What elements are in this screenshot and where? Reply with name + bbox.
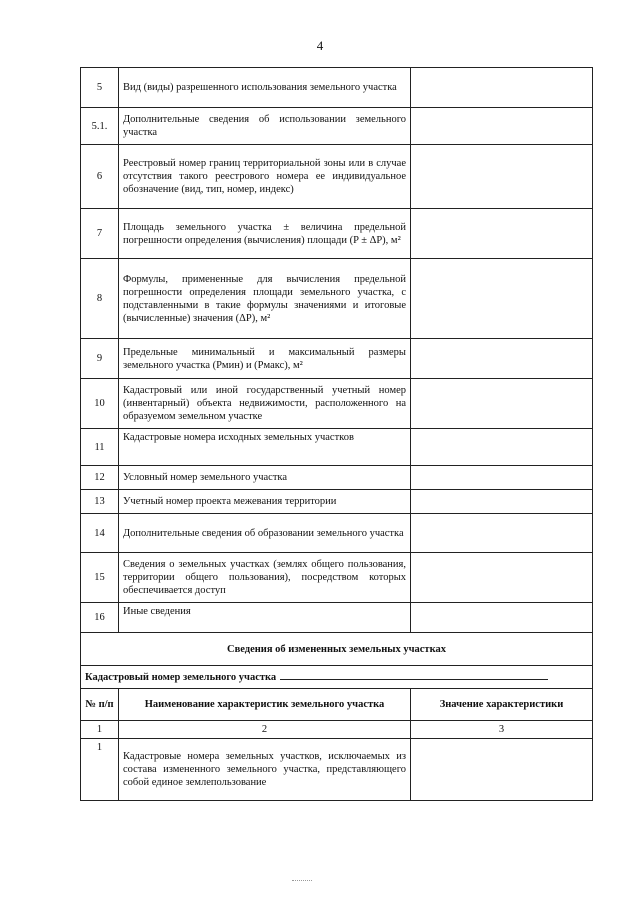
row-value-cell[interactable]	[411, 108, 593, 145]
row-number: 16	[81, 603, 119, 633]
cadastral-number-blank[interactable]	[280, 670, 548, 680]
table-row	[81, 108, 593, 145]
cadastral-number-label: Кадастровый номер земельного участка	[85, 672, 277, 683]
table-row	[81, 514, 593, 553]
row-description: Кадастровый или иной государственный учетный номер (инвентарный) объекта недвижимости, расположенного на образуемом земельном участке	[119, 379, 411, 429]
row-number: 15	[81, 553, 119, 603]
row-number: 5	[81, 68, 119, 108]
row-number: 7	[81, 209, 119, 259]
row-value-cell[interactable]	[411, 379, 593, 429]
row-description: Площадь земельного участка ± величина предельной погрешности определения (вычисления) площади (P ± ΔP), м²	[119, 209, 411, 259]
page-mark	[292, 880, 312, 882]
row-description: Предельные минимальный и максимальный размеры земельного участка (Pмин) и (Pмакс), м²	[119, 339, 411, 379]
row-number: 1	[81, 739, 119, 801]
row-value-cell[interactable]	[411, 514, 593, 553]
row-description: Учетный номер проекта межевания территории	[119, 490, 411, 514]
row-number: 6	[81, 145, 119, 209]
row-description: Иные сведения	[119, 603, 411, 633]
table-row	[81, 145, 593, 209]
table-row	[81, 209, 593, 259]
table-row	[81, 339, 593, 379]
row-description: Условный номер земельного участка	[119, 466, 411, 490]
table-row	[81, 259, 593, 339]
table-row	[81, 490, 593, 514]
row-number: 8	[81, 259, 119, 339]
column-header-number: № п/п	[81, 689, 119, 721]
column-index: 3	[411, 721, 593, 739]
row-value-cell[interactable]	[411, 553, 593, 603]
row-description: Вид (виды) разрешенного использования земельного участка	[119, 68, 411, 108]
row-value-cell[interactable]	[411, 490, 593, 514]
table-row	[81, 379, 593, 429]
row-description: Кадастровые номера земельных участков, исключаемых из состава измененного земельного участка, представляющего собой единое землепользование	[119, 739, 411, 801]
column-header-name: Наименование характеристик земельного участка	[119, 689, 411, 721]
row-number: 5.1.	[81, 108, 119, 145]
table-row	[81, 739, 593, 801]
row-description: Сведения о земельных участках (землях общего пользования, территории общего пользования), посредством которых обеспечивается доступ	[119, 553, 411, 603]
row-value-cell[interactable]	[411, 145, 593, 209]
row-value-cell[interactable]	[411, 68, 593, 108]
row-number: 13	[81, 490, 119, 514]
form-table	[80, 67, 593, 801]
table-row	[81, 603, 593, 633]
row-number: 9	[81, 339, 119, 379]
page-number: 4	[316, 38, 324, 53]
row-description: Кадастровые номера исходных земельных участков	[119, 429, 411, 466]
row-value-cell[interactable]	[411, 429, 593, 466]
row-value-cell[interactable]	[411, 739, 593, 801]
row-number: 12	[81, 466, 119, 490]
row-number: 14	[81, 514, 119, 553]
column-header-value: Значение характеристики	[411, 689, 593, 721]
column-index: 2	[119, 721, 411, 739]
row-description: Дополнительные сведения об образовании земельного участка	[119, 514, 411, 553]
row-number: 10	[81, 379, 119, 429]
row-value-cell[interactable]	[411, 209, 593, 259]
row-value-cell[interactable]	[411, 259, 593, 339]
row-value-cell[interactable]	[411, 603, 593, 633]
row-description: Реестровый номер границ территориальной зоны или в случае отсутствия такого реестрового номера ее индивидуальное обозначение (вид, тип, номер, индекс)	[119, 145, 411, 209]
row-description: Формулы, примененные для вычисления предельной погрешности определения площади земельного участка, с подставленными в такие формулы значениями и итоговые (вычисленные) значения (ΔP), м²	[119, 259, 411, 339]
cadastral-number-row	[81, 666, 593, 689]
column-header-row	[81, 689, 593, 721]
table-row	[81, 68, 593, 108]
table-row	[81, 429, 593, 466]
row-value-cell[interactable]	[411, 339, 593, 379]
section-header-row	[81, 633, 593, 666]
row-number: 11	[81, 429, 119, 466]
row-value-cell[interactable]	[411, 466, 593, 490]
column-index: 1	[81, 721, 119, 739]
column-index-row	[81, 721, 593, 739]
table-row	[81, 553, 593, 603]
section-title: Сведения об измененных земельных участках	[81, 633, 593, 666]
table-row	[81, 466, 593, 490]
cadastral-number-field[interactable]	[81, 666, 593, 689]
row-description: Дополнительные сведения об использовании земельного участка	[119, 108, 411, 145]
